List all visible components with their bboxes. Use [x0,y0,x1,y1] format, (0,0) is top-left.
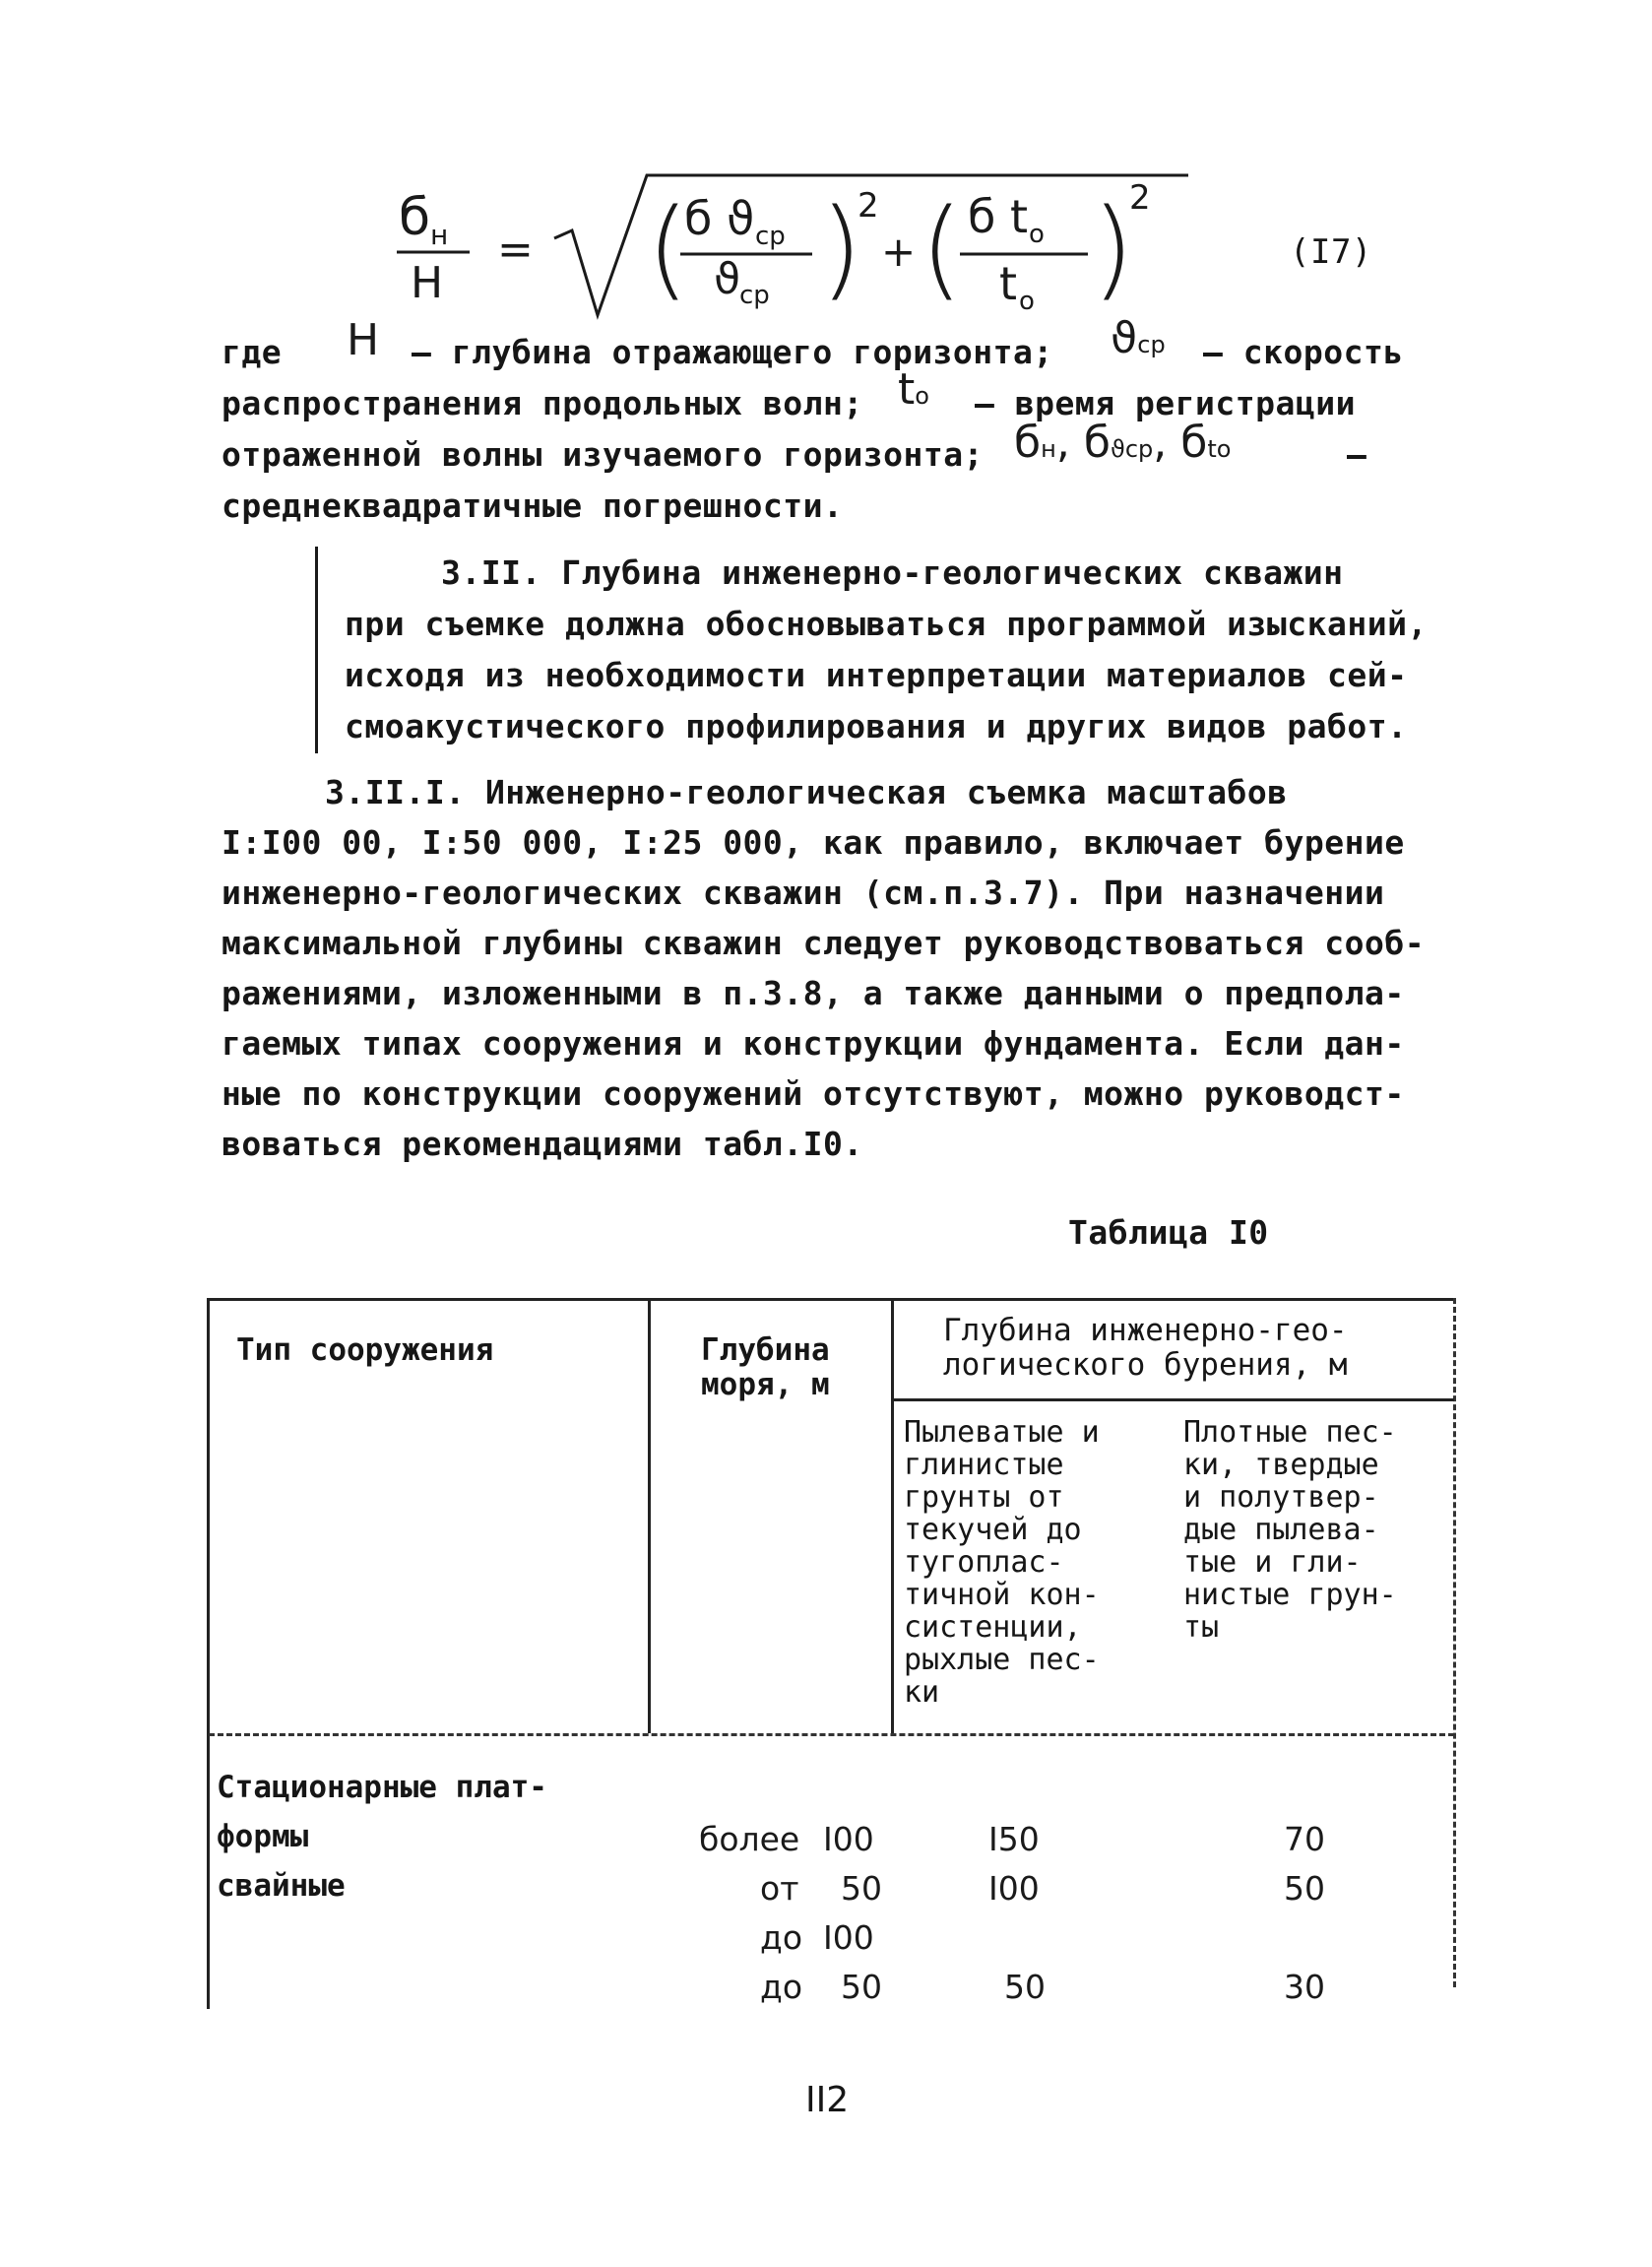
formula-t1-denominator-sub: ср [739,281,770,310]
def-error-symbols [1014,418,1231,468]
def-line2-end: – время регистрации [975,384,1356,422]
td-v1-row3: I00 [988,1869,1040,1908]
td-v1-row5: 50 [1004,1968,1046,2006]
def-line3-end: – [1347,435,1367,474]
def-line1-text: – глубина отражающего горизонта; [412,333,1053,371]
td-v2-row3: 50 [1284,1869,1325,1908]
formula-t2-exponent: 2 [1129,178,1151,218]
formula-paren-close-2: ) [1092,185,1134,311]
def-symbol-v-main: ϑ [1111,313,1138,363]
revision-bar [315,547,318,753]
def-sigma-t: , б [1153,418,1208,468]
td-depth-row5: 50 [841,1968,882,2006]
formula-paren-open-2: ( [921,185,963,311]
formula-t2-denominator-sub: о [1019,287,1035,316]
th-sea-depth: Глубина моря, м [701,1332,830,1402]
sec311-line3: исходя из необходимости интерпретации материалов сей- [345,656,1408,694]
td-type-row1: Стационарные плат- [217,1770,547,1805]
def-sigma-t-sub: tо [1207,435,1232,463]
sec311-line2: при съемке должна обосновываться программой изысканий, [345,605,1428,643]
td-type-row2: формы [217,1819,309,1854]
formula-t2-numerator-sub: о [1029,220,1045,249]
def-symbol-t0-main: t [898,364,916,415]
formula-t1-exponent: 2 [858,186,879,226]
formula-lhs-numerator: б [399,188,431,247]
def-sigma-v-sub: ϑср [1110,435,1154,463]
formula-t1-numerator-sub: ср [755,222,786,251]
def-sigma-v: , б [1055,418,1111,468]
def-line4: среднеквадратичные погрешности. [222,486,844,525]
formula-t1-numerator: б ϑ [684,192,755,245]
def-symbol-t0-sub: о [915,382,929,410]
td-depth-prefix-row3: от [760,1869,799,1908]
th-dense-sands: Плотные пес- ки, твердые и полутвер- дые пылева- тые и гли- нистые грун- ты [1183,1415,1397,1645]
sec3111-line7: ные по конструкции сооружений отсутствуют, можно руководст- [222,1074,1405,1113]
def-line1-end: – скорость [1203,333,1404,371]
th-structure-type: Тип сооружения [236,1332,494,1368]
td-depth-prefix-row5: до [760,1968,803,2006]
sec311-line1: 3.II. Глубина инженерно-геологических скважин [441,553,1344,592]
td-v2-row2: 70 [1284,1820,1325,1858]
sec3111-line2: I:I00 00, I:50 000, I:25 000, как правило, включает бурение [222,823,1405,862]
table-col3-border [891,1298,894,1733]
sec3111-line4: максимальной глубины скважин следует руководствоваться сооб- [222,924,1426,962]
td-depth-prefix-row4: до [760,1918,803,1957]
def-line3-text: отраженной волны изучаемого горизонта; [222,435,984,474]
table-top-border [207,1298,1455,1301]
formula-svg [389,148,1413,345]
table-col2-border [648,1298,651,1733]
def-sigma-h: б [1014,418,1042,468]
def-where: где [222,333,283,371]
def-line2-text: распространения продольных волн; [222,384,863,422]
def-symbol-t0 [898,364,929,415]
formula-plus: + [881,227,917,276]
td-depth-prefix-row2: более [699,1820,800,1858]
formula-17 [389,148,1413,345]
sec311-line4: смоакустического профилирования и других видов работ. [345,707,1408,745]
formula-t1-denominator: ϑ [714,254,741,304]
table-header-bottom [209,1733,1454,1736]
td-depth-row4: I00 [823,1918,874,1957]
sec3111-line3: инженерно-геологических скважин (см.п.3.7). При назначении [222,874,1385,912]
sec3111-line5: ражениями, изложенными в п.3.8, а также данными о предпола- [222,974,1405,1012]
formula-number: (I7) [1290,232,1372,272]
def-symbol-v [1111,313,1166,363]
td-type-row3: свайные [217,1868,346,1904]
formula-t2-denominator: t [999,257,1018,310]
th-silty-clay-soils: Пылеватые и глинистые грунты от текучей до тугоплас- тичной кон- систенции, рыхлые пес- ки [904,1415,1100,1710]
td-v2-row5: 30 [1284,1968,1325,2006]
formula-paren-close-1: ) [820,185,862,311]
th-drilling-depth: Глубина инженерно-гео- логического бурения, м [943,1313,1348,1383]
td-depth-row3: 50 [841,1869,882,1908]
td-v1-row2: I50 [988,1820,1040,1858]
def-sigma-h-sub: н [1041,435,1056,463]
table-caption: Таблица I0 [1068,1213,1269,1252]
formula-lhs-numerator-sub: н [430,219,449,251]
table-left-border [207,1298,210,2009]
sec3111-line1: 3.II.I. Инженерно-геологическая съемка масштабов [325,773,1288,811]
def-symbol-h: Н [347,315,380,365]
sec3111-line8: воваться рекомендациями табл.I0. [222,1125,863,1163]
table-right-border [1453,1298,1456,1987]
def-symbol-v-sub: ср [1137,331,1166,358]
formula-equals: = [497,225,534,275]
page-number: II2 [805,2080,850,2120]
sec3111-line6: гаемых типах сооружения и конструкции фундамента. Если дан- [222,1024,1405,1063]
table-subheader-line [891,1398,1454,1401]
formula-t2-numerator: б t [968,190,1029,243]
td-depth-row2: I00 [823,1820,874,1858]
formula-lhs-denominator: Н [411,258,444,308]
formula-paren-open-1: ( [647,185,689,311]
